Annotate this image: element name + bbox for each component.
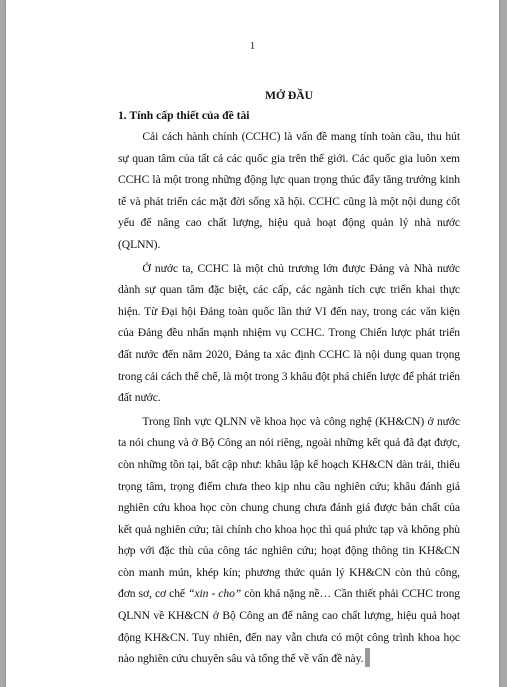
page-number: 1 xyxy=(249,40,256,52)
paragraph-3-part-1: Trong lĩnh vực QLNN về khoa học và công nghệ (KH&CN) ở nước ta nói chung và ở Bộ Công an nói riêng, ngoài những kết quả đã đạt được, còn những tồn tại, bất cập như: khâu lập kế hoạch KH&CN dàn trải, thiếu trọng tâm, trọng điểm chưa theo kịp nhu cầu nghiên cứu; khâu đánh giá nghiên cứu khoa học còn chung chung chưa đánh giá được bản chất của kết quả nghiên cứu; tài chính cho khoa học thì quá phức tạp và không phù hợp với đặc thù của công tác nghiên cứu; hoạt động thông tin KH&CN còn manh mún, khép kín; phương thức quản lý KH&CN còn thủ công, đơn sơ, cơ chế xyxy=(118,414,460,601)
paragraph-2: Ở nước ta, CCHC là một chủ trương lớn được Đảng và Nhà nước dành sự quan tâm đặc biệt, các cấp, các ngành tích cực triển khai thực hiện. Từ Đại hội Đảng toàn quốc lần thứ VI đến nay, trong các văn kiện của Đảng đều nhấn mạnh nhiệm vụ CCHC. Trong Chiến lược phát triển đất nước đến năm 2020, Đảng ta xác định CCHC là nội dung quan trọng trong cải cách thể chế, là một trong 3 khâu đột phá chiến lược để phát triển đất nước. xyxy=(118,261,460,405)
section-title: 1. Tính cấp thiết của đề tài xyxy=(118,109,250,122)
paragraph-1: Cải cách hành chính (CCHC) là vấn đề mang tính toàn cầu, thu hút sự quan tâm của tất cả các quốc gia trên thế giới. Các quốc gia luôn xem CCHC là một trong những động lực quan trọng thúc đẩy tăng trưởng kinh tế và phát triển các mặt đời sống xã hội. CCHC cũng là một nội dung cốt yếu để nâng cao chất lượng, hiệu quả hoạt động quản lý nhà nước (QLNN). xyxy=(118,130,460,251)
document-page xyxy=(6,0,499,687)
document-body[interactable] xyxy=(118,86,460,670)
paragraph-3 xyxy=(118,411,460,670)
document-heading: MỞ ĐẦU xyxy=(265,89,313,102)
paragraph-3-part-2: còn khá nặng nề… Cần thiết phải CCHC trong QLNN về KH&CN ở Bộ Công an để nâng cao chất lượng, hiệu quả hoạt động KH&CN. Tuy nhiên, đến nay vẫn chưa có một công trình khoa học nào nghiên cứu chuyên sâu và tổng thể về vấn đề này. xyxy=(118,587,461,666)
text-cursor[interactable] xyxy=(365,648,370,667)
paragraph-3-italic-phrase: “xin - cho” xyxy=(188,587,242,601)
